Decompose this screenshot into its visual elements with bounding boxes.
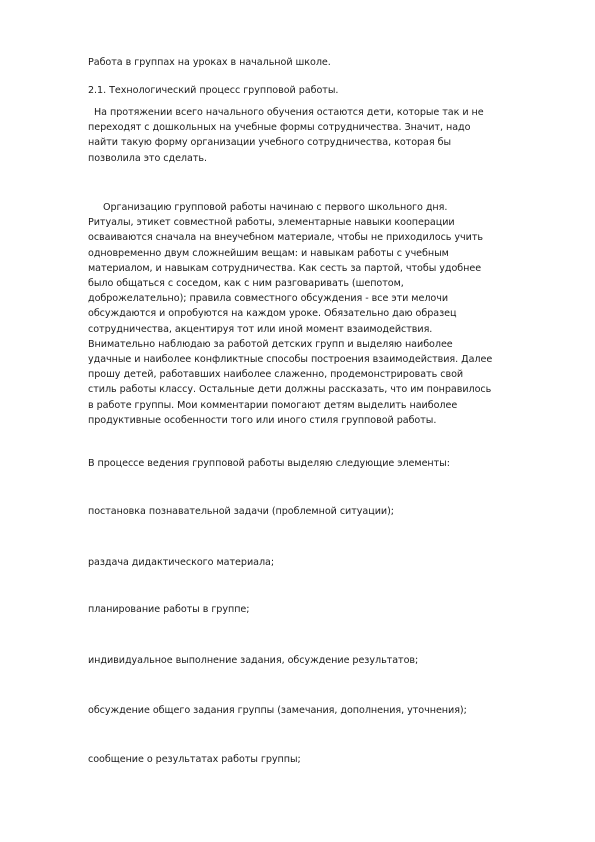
document-title: Работа в группах на уроках в начальной школе. <box>88 57 331 68</box>
paragraph-organization: Организацию групповой работы начинаю с первого школьного дня. Ритуалы, этикет совместной работы, элементарные навыки кооперации осваиваются сначала на внеучебном материале, чтобы не приходилось учить одновременно двум сложнейшим вещам: и навыкам работы с учебным материалом, и навыкам сотрудничества. Как сесть за партой, чтобы удобнее было общаться с соседом, как с ним разговаривать (шепотом, доброжелательно); правила совместного обсуждения - все эти мелочи обсуждаются и опробуются на каждом уроке. Обязательно даю образец сотрудничества, акцентируя тот или иной момент взаимодействия. Внимательно наблюдаю за работой детских групп и выделяю наиболее удачные и наиболее конфликтные способы построения взаимодействия. Далее прошу детей, работавших наиболее слаженно, продемонстрировать свой стиль работы классу. Остальные дети должны рассказать, что им понравилось в работе группы. Мои комментарии помогают детям выделить наиболее продуктивные особенности того или иного стиля групповой работы. <box>88 202 493 426</box>
list-item-group-discussion: обсуждение общего задания группы (замечания, дополнения, уточнения); <box>88 705 467 716</box>
section-heading: 2.1. Технологический процесс групповой работы. <box>88 85 339 96</box>
list-item-task: постановка познавательной задачи (проблемной ситуации); <box>88 506 394 517</box>
list-item-report: сообщение о результатах работы группы; <box>88 754 301 765</box>
list-item-materials: раздача дидактического материала; <box>88 557 275 568</box>
list-item-planning: планирование работы в группе; <box>88 604 250 615</box>
list-item-individual-work: индивидуальное выполнение задания, обсуждение результатов; <box>88 655 419 666</box>
elements-intro: В процессе ведения групповой работы выделяю следующие элементы: <box>88 458 450 469</box>
paragraph-intro: На протяжении всего начального обучения остаются дети, которые так и не переходят с дошкольных на учебные формы сотрудничества. Значит, надо найти такую форму организации учебного сотрудничества, которая бы позволила это сделать. <box>88 107 484 164</box>
